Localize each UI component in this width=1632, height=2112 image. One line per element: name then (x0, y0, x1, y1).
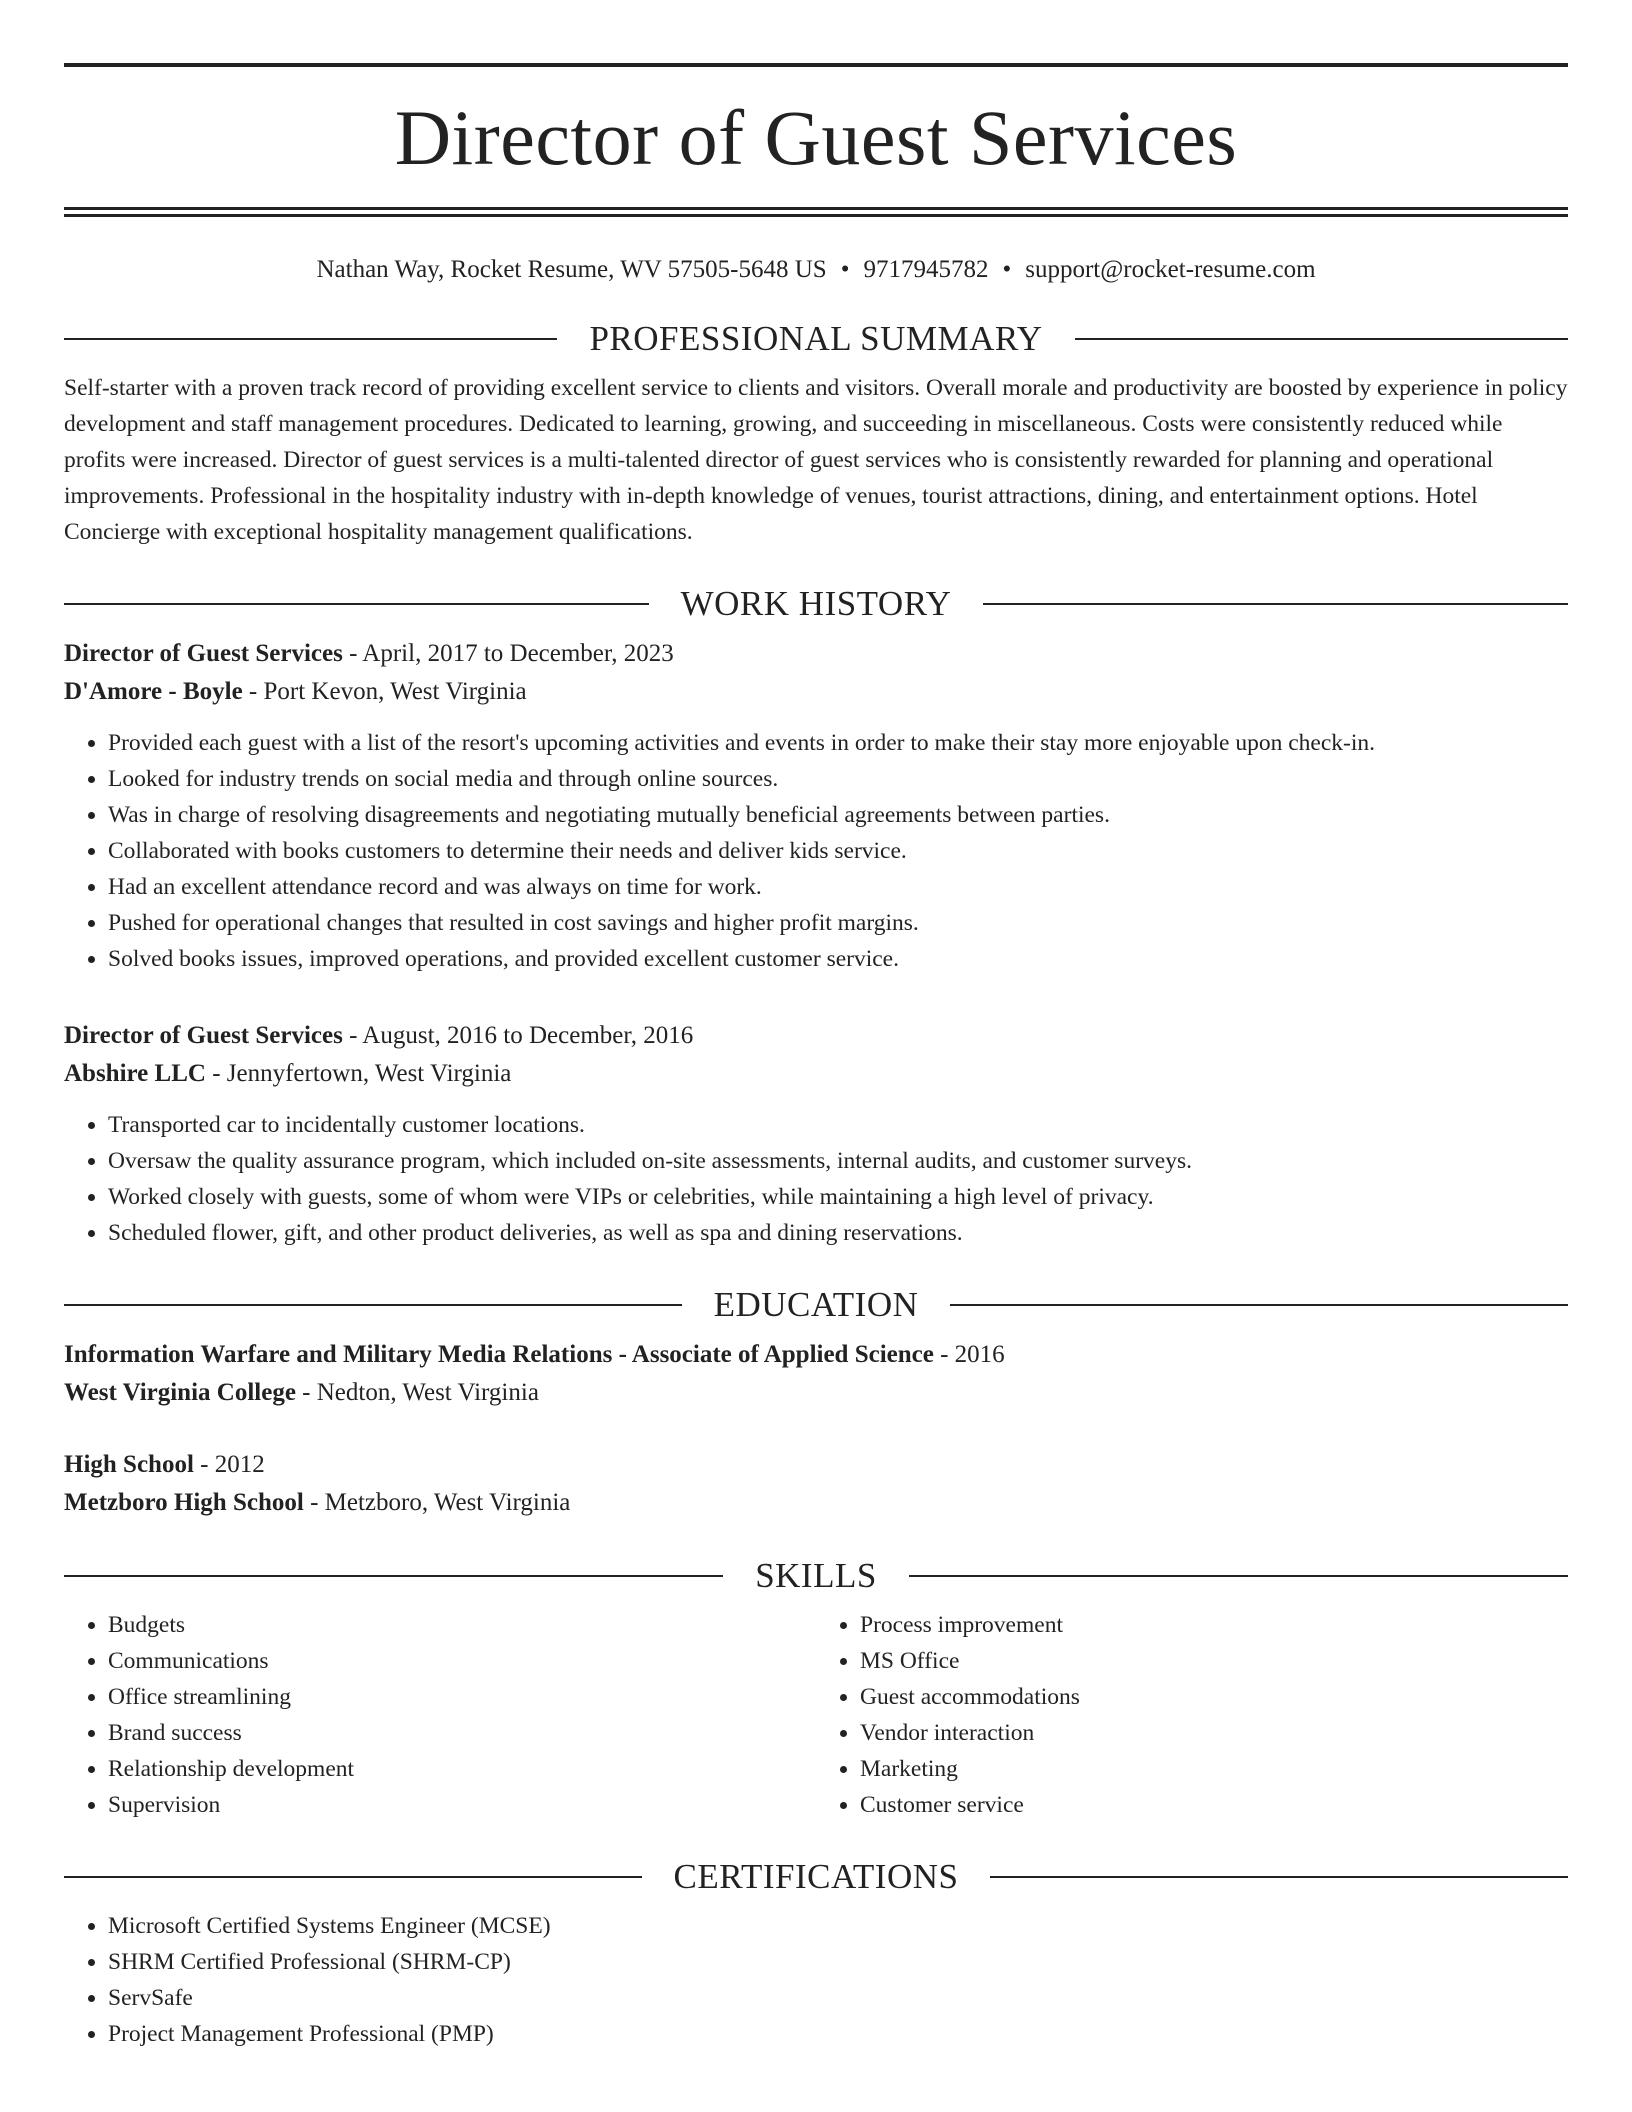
list-item: • Brand success (108, 1715, 816, 1751)
job-bullets (64, 1107, 1568, 1251)
job-location: - Jennyfertown, West Virginia (205, 1060, 512, 1087)
list-item: • Guest accommodations (860, 1679, 1568, 1715)
section-rule (1075, 338, 1568, 340)
job-company-line (64, 673, 1568, 711)
job-location: - Port Kevon, West Virginia (242, 678, 527, 705)
education-school-line (64, 1484, 1568, 1522)
section-header-education (64, 1287, 1568, 1322)
education-entry (64, 1446, 1568, 1522)
education-degree-line (64, 1336, 1568, 1374)
list-item: • MS Office (860, 1643, 1568, 1679)
job-dates: - August, 2016 to December, 2016 (342, 1022, 694, 1049)
list-item: • Oversaw the quality assurance program, which included on-site assessments, internal audits, and customer surveys. (108, 1143, 1568, 1179)
skills-list-right (816, 1607, 1568, 1823)
list-item: • Budgets (108, 1607, 816, 1643)
education-entry (64, 1336, 1568, 1412)
education-year: - 2012 (193, 1451, 265, 1478)
list-item: • Process improvement (860, 1607, 1568, 1643)
list-item: • Provided each guest with a list of the resort's upcoming activities and events in order to make their stay more enjoyable upon check-in. (108, 725, 1568, 761)
section-rule (950, 1304, 1568, 1306)
section-header-certifications (64, 1859, 1568, 1894)
list-item: • Pushed for operational changes that resulted in cost savings and higher profit margins. (108, 905, 1568, 941)
job-dates: - April, 2017 to December, 2023 (342, 640, 674, 667)
contact-phone: 9717945782 (863, 256, 989, 283)
job-role: Director of Guest Services (64, 640, 343, 667)
list-item: • Marketing (860, 1751, 1568, 1787)
contact-email: support@rocket-resume.com (1025, 256, 1316, 283)
skills-list-left (64, 1607, 816, 1823)
section-title: EDUCATION (713, 1285, 919, 1324)
list-item: • Looked for industry trends on social media and through online sources. (108, 761, 1568, 797)
job-company-line (64, 1055, 1568, 1093)
education-school: Metzboro High School (64, 1489, 304, 1516)
contact-separator: • (840, 256, 850, 283)
list-item: • Scheduled flower, gift, and other product deliveries, as well as spa and dining reservations. (108, 1215, 1568, 1251)
section-title: SKILLS (755, 1556, 877, 1595)
list-item: • Worked closely with guests, some of whom were VIPs or celebrities, while maintaining a high level of privacy. (108, 1179, 1568, 1215)
list-item: • Office streamlining (108, 1679, 816, 1715)
list-item: • Had an excellent attendance record and was always on time for work. (108, 869, 1568, 905)
list-item: • Communications (108, 1643, 816, 1679)
section-rule (64, 1876, 642, 1878)
resume-title: Director of Guest Services (394, 94, 1238, 181)
list-item: • Transported car to incidentally customer locations. (108, 1107, 1568, 1143)
contact-separator: • (1002, 256, 1012, 283)
job-entry (64, 635, 1568, 977)
section-rule (64, 1304, 682, 1306)
section-header-summary (64, 321, 1568, 356)
job-role: Director of Guest Services (64, 1022, 343, 1049)
double-rule (64, 207, 1568, 217)
education-location: - Nedton, West Virginia (295, 1379, 539, 1406)
section-rule (64, 603, 649, 605)
education-degree-line (64, 1446, 1568, 1484)
section-title: CERTIFICATIONS (673, 1857, 959, 1896)
section-header-work-history (64, 586, 1568, 621)
education-degree: Information Warfare and Military Media Relations - Associate of Applied Science (64, 1341, 934, 1368)
education-school-line (64, 1374, 1568, 1412)
contact-line (64, 255, 1568, 285)
education-school: West Virginia College (64, 1379, 296, 1406)
list-item: • Collaborated with books customers to determine their needs and deliver kids service. (108, 833, 1568, 869)
list-item: • Relationship development (108, 1751, 816, 1787)
list-item: • SHRM Certified Professional (SHRM-CP) (108, 1944, 1568, 1980)
skills-columns (64, 1607, 1568, 1823)
job-company: Abshire LLC (64, 1060, 206, 1087)
list-item: • Solved books issues, improved operations, and provided excellent customer service. (108, 941, 1568, 977)
list-item: • Project Management Professional (PMP) (108, 2016, 1568, 2052)
certifications-list (64, 1908, 1568, 2052)
job-entry (64, 1017, 1568, 1251)
list-item: • Microsoft Certified Systems Engineer (MCSE) (108, 1908, 1568, 1944)
education-location: - Metzboro, West Virginia (303, 1489, 571, 1516)
section-title: WORK HISTORY (680, 584, 952, 623)
summary-text: Self-starter with a proven track record of providing excellent service to clients and visitors. Overall morale and productivity are boosted by experience in policy development and staff management procedures. Dedicated to learning, growing, and succeeding in miscellaneous. Costs were consistently reduced while profits were increased. Director of guest services is a multi-talented director of guest services who is consistently rewarded for planning and operational improvements. Professional in the hospitality industry with in-depth knowledge of venues, tourist attractions, dining, and entertainment options. Hotel Concierge with exceptional hospitality management qualifications. (64, 375, 1568, 545)
section-rule (909, 1575, 1568, 1577)
section-header-skills (64, 1558, 1568, 1593)
section-title: PROFESSIONAL SUMMARY (589, 319, 1043, 358)
list-item: • Vendor interaction (860, 1715, 1568, 1751)
job-bullets (64, 725, 1568, 977)
list-item: • Supervision (108, 1787, 816, 1823)
list-item: • ServSafe (108, 1980, 1568, 2016)
resume-page (64, 0, 1568, 2052)
job-role-line (64, 1017, 1568, 1055)
job-role-line (64, 635, 1568, 673)
education-degree: High School (64, 1451, 194, 1478)
top-rule (64, 63, 1568, 67)
job-company: D'Amore - Boyle (64, 678, 243, 705)
section-rule (64, 338, 557, 340)
education-year: - 2016 (933, 1341, 1005, 1368)
section-rule (983, 603, 1568, 605)
contact-address: Nathan Way, Rocket Resume, WV 57505-5648 US (316, 256, 827, 283)
section-rule (64, 1575, 723, 1577)
list-item: • Was in charge of resolving disagreements and negotiating mutually beneficial agreements between parties. (108, 797, 1568, 833)
list-item: • Customer service (860, 1787, 1568, 1823)
section-rule (990, 1876, 1568, 1878)
